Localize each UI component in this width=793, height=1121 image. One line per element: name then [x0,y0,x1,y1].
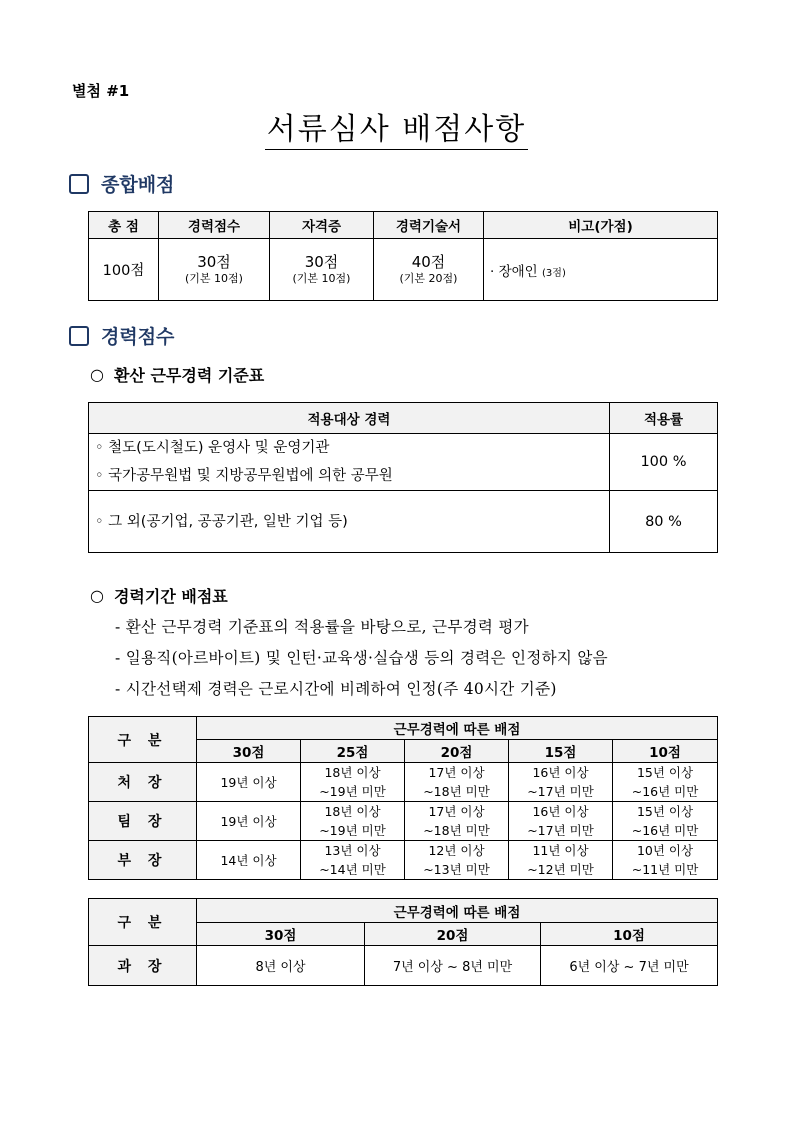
table-header: 30점 [197,923,365,946]
table-cell: 8년 이상 [197,946,365,986]
cell-from: 16년 이상 [532,765,589,780]
table-cell: 14년 이상 [197,841,301,880]
table-cell [509,802,613,841]
subheading-period [90,584,228,607]
table-header: 10점 [541,923,718,946]
cell-to: ~18년 미만 [423,784,490,799]
table-row [89,841,718,880]
career-type-cell [89,434,610,491]
table-header-row [89,899,718,923]
bonus-note-cell [484,239,718,301]
table-row [89,491,718,553]
rate-cell: 100 % [610,434,718,491]
note-line: - 일용직(아르바이트) 및 인턴·교육생·실습생 등의 경력은 인정하지 않음 [115,649,608,667]
career-type-line: ◦ 철도(도시철도) 운영사 및 운영기관 [95,440,330,456]
table-header: 20점 [405,740,509,763]
table-group-header: 근무경력에 따른 배점 [197,899,718,923]
note-line: - 환산 근무경력 기준표의 적용률을 바탕으로, 근무경력 평가 [115,618,529,636]
cell-from: 13년 이상 [324,843,381,858]
cell-from: 10년 이상 [636,843,694,858]
cell-to: ~14년 미만 [319,862,386,877]
table-header: 적용률 [610,403,718,434]
row-label: 팀 장 [89,802,197,841]
subheading-label: 환산 근무경력 기준표 [113,366,265,385]
table-cell: 7년 이상 ~ 8년 미만 [365,946,541,986]
summary-score-table [88,211,718,301]
table-row [89,239,718,301]
table-cell [613,763,718,802]
statement-score: 40점 [411,252,446,271]
table-cell: 19년 이상 [197,802,301,841]
table-cell: 19년 이상 [197,763,301,802]
subheading-conversion [90,363,264,386]
cell-from: 15년 이상 [636,804,694,819]
circle-bullet-icon: ○ [90,365,104,384]
table-header: 30점 [197,740,301,763]
row-label: 부 장 [89,841,197,880]
cell-from: 11년 이상 [532,843,589,858]
table-cell [301,802,405,841]
table-cell [301,763,405,802]
statement-score-cell [374,239,484,301]
cell-from: 18년 이상 [324,804,381,819]
cell-to: ~17년 미만 [527,784,594,799]
table-header: 20점 [365,923,541,946]
table-header: 10점 [613,740,718,763]
row-label: 과 장 [89,946,197,986]
table-row [89,802,718,841]
checkbox-icon [69,174,89,194]
table-header: 총 점 [89,212,159,239]
table-cell [405,763,509,802]
cert-score: 30점 [304,252,339,271]
cell-to: ~11년 미만 [631,862,699,877]
checkbox-icon [69,326,89,346]
section-heading-total-score [69,170,174,197]
career-type-line: ◦ 그 외(공기업, 공공기관, 일반 기업 등) [95,513,348,530]
statement-base: (기본 20점) [399,271,458,285]
rate-cell: 80 % [610,491,718,553]
table-group-header: 근무경력에 따른 배점 [197,717,718,740]
table-cell [613,841,718,880]
table-header: 15점 [509,740,613,763]
career-type-line: ◦ 국가공무원법 및 지방공무원법에 의한 공무원 [95,468,393,484]
row-label: 처 장 [89,763,197,802]
cell-from: 12년 이상 [428,843,485,858]
table-cell [509,763,613,802]
table-cell [405,841,509,880]
cell-from: 18년 이상 [324,765,381,780]
total-score-cell: 100점 [89,239,159,301]
table-header-row [89,717,718,740]
table-row [89,763,718,802]
table-header: 자격증 [270,212,374,239]
cell-from: 17년 이상 [428,765,485,780]
cell-to: ~16년 미만 [631,823,699,838]
document-title [0,104,793,148]
cell-to: ~17년 미만 [527,823,594,838]
table-cell [405,802,509,841]
conversion-rate-table [88,402,718,553]
table-header: 적용대상 경력 [89,403,610,434]
section-label: 경력점수 [101,326,175,348]
manager-score-table [88,898,718,986]
bonus-note: · 장애인 [490,263,538,280]
table-header: 25점 [301,740,405,763]
circle-bullet-icon: ○ [90,586,104,605]
table-row [89,946,718,986]
career-type-cell [89,491,610,553]
table-row [89,434,718,491]
document-title-text: 서류심사 배점사항 [265,112,528,150]
cell-to: ~16년 미만 [631,784,699,799]
cert-base: (기본 10점) [292,271,351,285]
bonus-note-points: (3점) [542,267,566,279]
career-score-cell [159,239,270,301]
cell-to: ~19년 미만 [319,823,386,838]
section-label: 종합배점 [101,174,175,196]
table-corner-header: 구 분 [89,899,197,946]
period-score-table [88,716,718,880]
table-cell [613,802,718,841]
cell-to: ~19년 미만 [319,784,386,799]
table-header-row [89,212,718,239]
table-cell [509,841,613,880]
cell-from: 15년 이상 [636,765,694,780]
note-line: - 시간선택제 경력은 근로시간에 비례하여 인정(주 40시간 기준) [115,680,557,698]
subheading-label: 경력기간 배점표 [113,587,228,606]
cell-from: 16년 이상 [532,804,589,819]
cell-to: ~12년 미만 [527,862,594,877]
career-base: (기본 10점) [185,271,243,285]
table-cell: 6년 이상 ~ 7년 미만 [541,946,718,986]
cert-score-cell [270,239,374,301]
table-header-row [89,403,718,434]
table-cell [301,841,405,880]
table-corner-header: 구 분 [89,717,197,763]
section-heading-career-score [69,322,174,349]
table-header: 비고(가점) [484,212,718,239]
attachment-label: 별첨 #1 [72,82,130,100]
cell-to: ~18년 미만 [423,823,490,838]
career-score: 30점 [197,252,231,271]
table-header: 경력기술서 [374,212,484,239]
cell-from: 17년 이상 [428,804,485,819]
table-header: 경력점수 [159,212,270,239]
cell-to: ~13년 미만 [423,862,490,877]
